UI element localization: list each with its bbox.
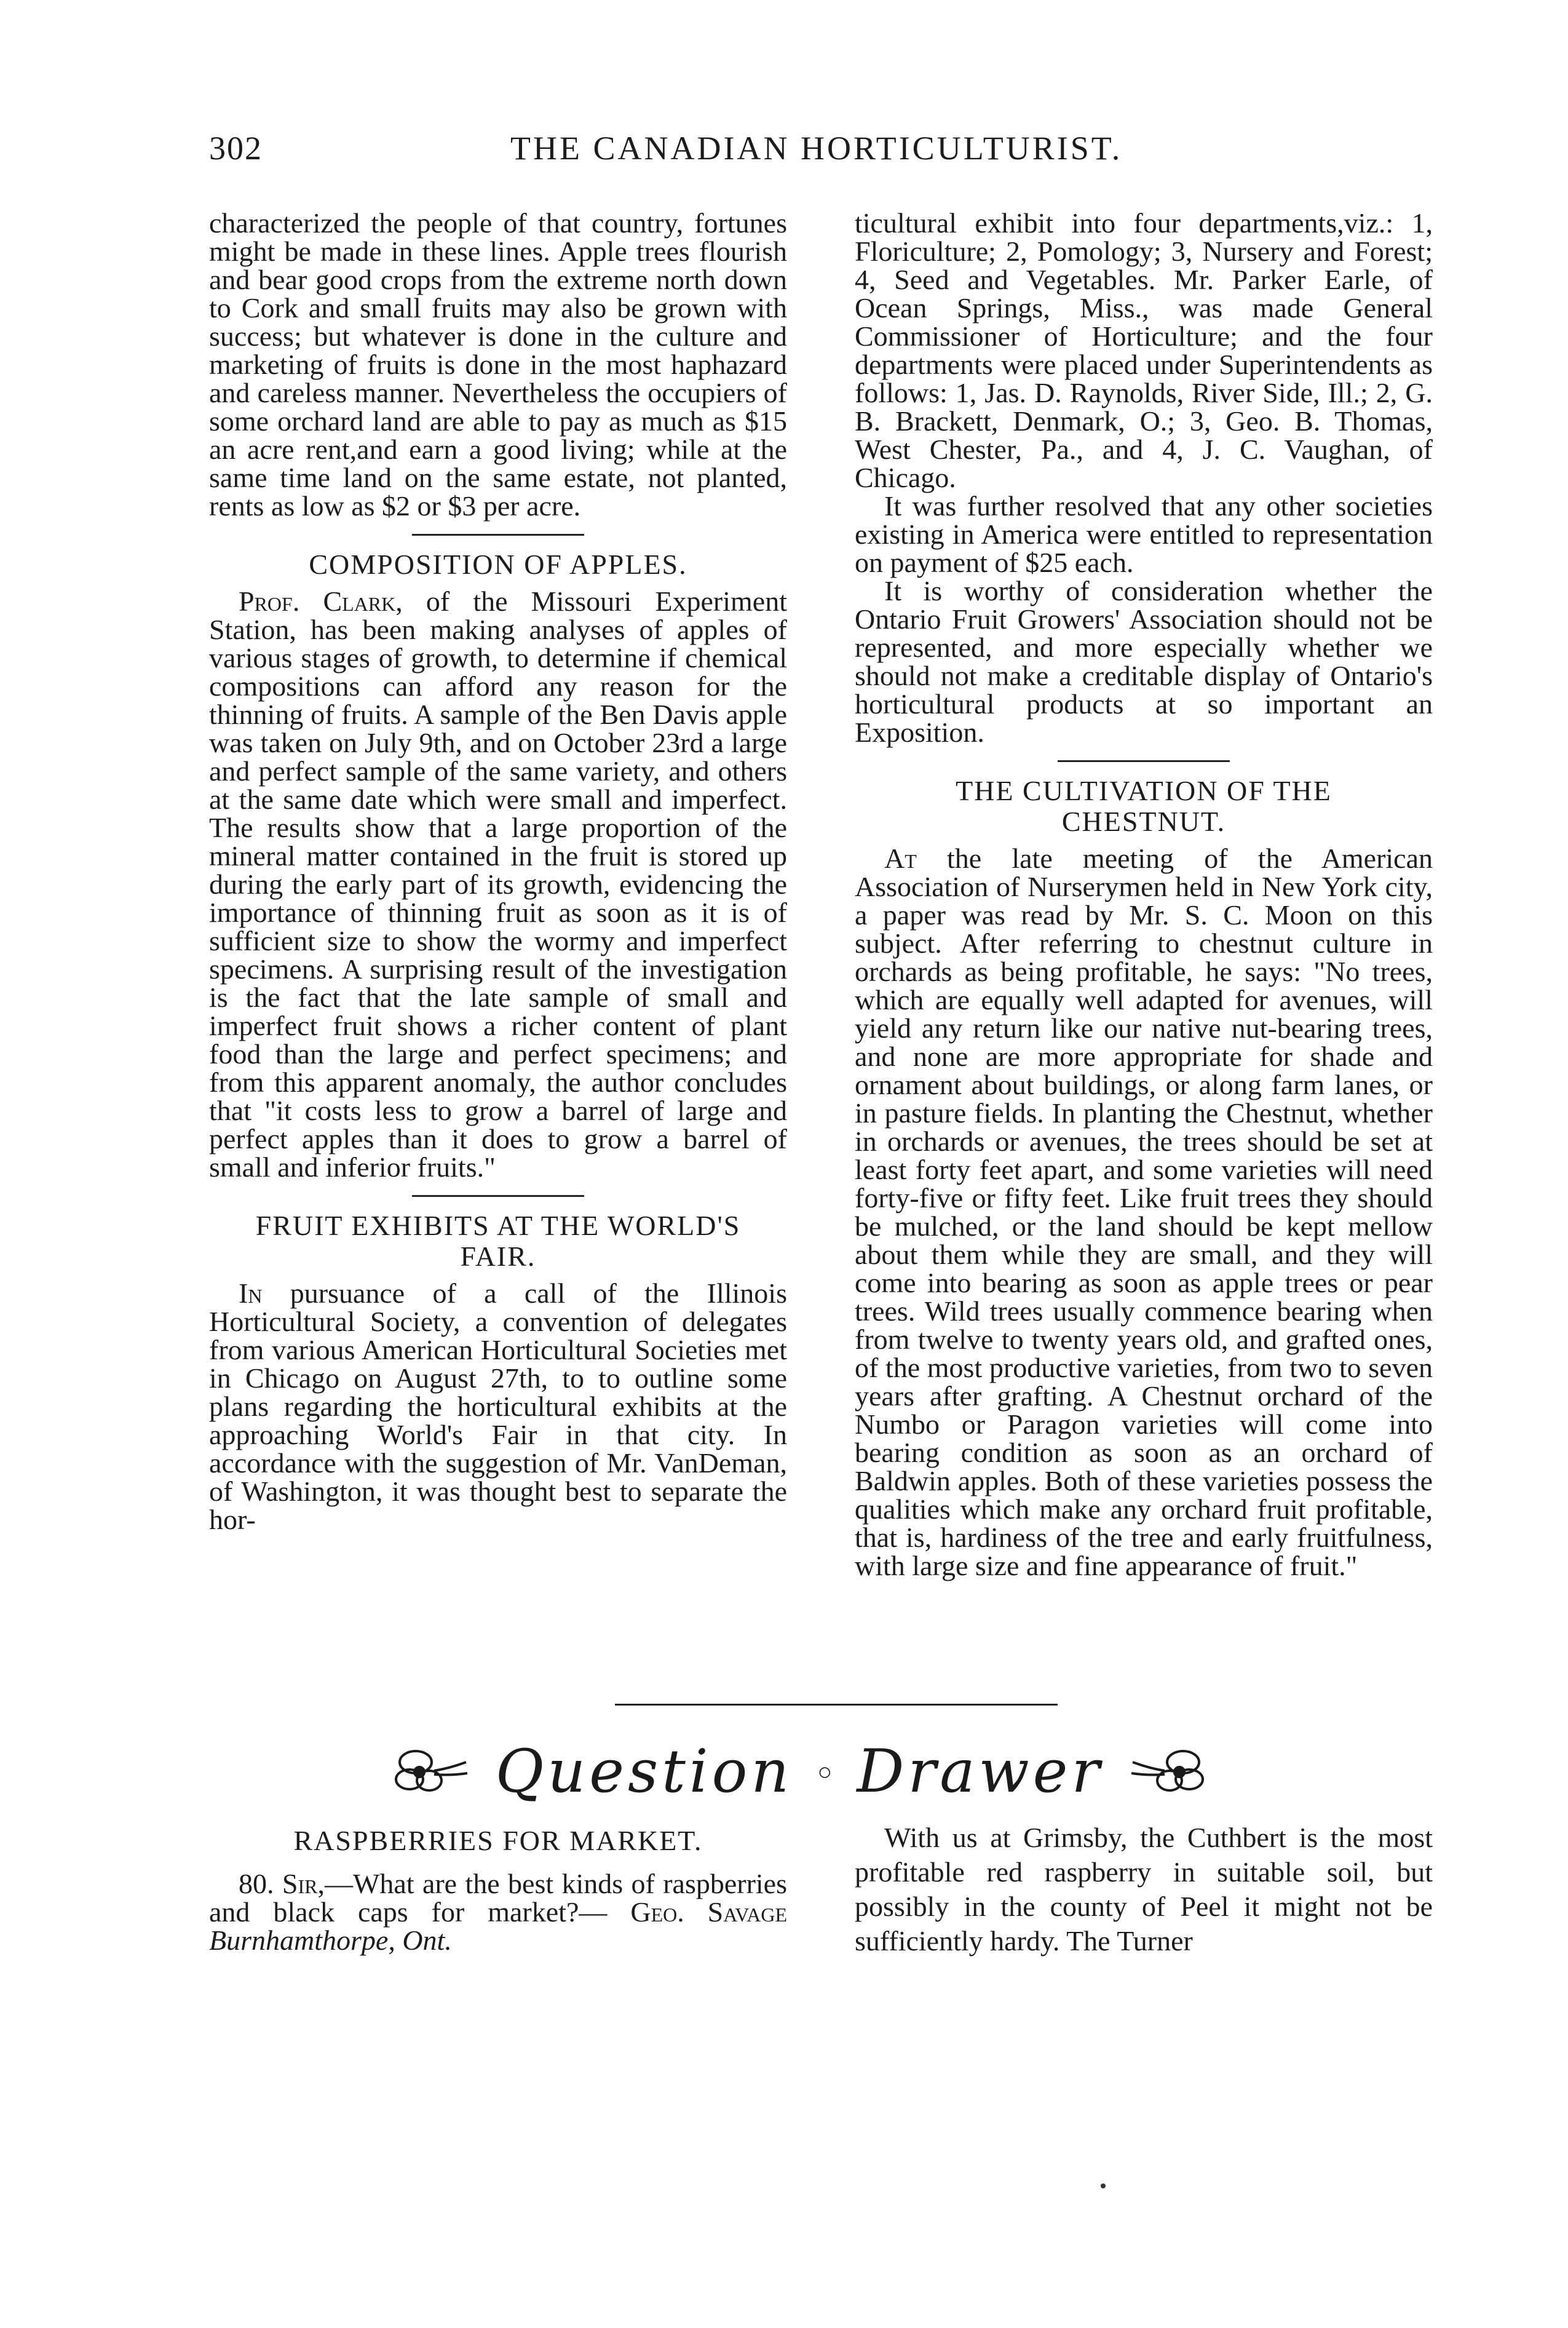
worlds-fair-paragraph (209, 1279, 787, 1534)
banner-separator: ○ (817, 1757, 833, 1786)
page-number: 302 (209, 130, 263, 167)
divider (412, 534, 584, 536)
chestnut-paragraph (855, 844, 1433, 1580)
question-text: —What are the best kinds of raspberries and black caps for market?— (209, 1868, 787, 1928)
divider (1058, 760, 1230, 762)
ontario-paragraph: It is worthy of consideration whether the Ontario Fruit Growers' Association should not be represented, and more especially whether we should not make a creditable display of Ontario's horticultural products at so important an Exposition. (855, 575, 1433, 748)
chestnut-lead: At (884, 843, 917, 874)
signature-name: Geo. Savage (630, 1896, 787, 1928)
answer-paragraph: With us at Grimsby, the Cuthbert is the most profitable red raspberry in suitable soil, but possibly in the county of Peel it might not be sufficiently hardy. The Turner (855, 1822, 1433, 1957)
question-paragraph (209, 1870, 787, 1955)
question-salutation: Sir, (282, 1868, 325, 1899)
raspberries-heading: RASPBERRIES FOR MARKET. (293, 1825, 703, 1856)
right-flower-ornament-icon (1128, 1744, 1208, 1799)
question-drawer-banner (369, 1722, 1230, 1821)
print-speck (1101, 2183, 1106, 2188)
divider (412, 1195, 584, 1197)
chestnut-body: the late meeting of the American Association of Nurserymen held in New York city, a paper was read by Mr. S. C. Moon on this subject. After referring to chestnut culture in orchards as being profitable, he says: "No trees, which are equally well adapted for avenues, will yield any return like our native nut-bearing trees, and none are more appropriate for shade and ornament about buildings, or along farm lanes, or in pasture fields. In planting the Chestnut, whether in orchards or avenues, the trees should be set at least forty feet apart, and some varieties will need forty-five or fifty feet. Like fruit trees they should be mulched, or the land should be kept mellow about them while they are small, and they will come into bearing as soon as apple trees or pear trees. Wild trees usually commence bearing when from twelve to twenty years old, and grafted ones, of the most productive varieties, from two to seven years after grafting. A Chestnut orchard of the Numbo or Paragon varieties will come into bearing condition as soon as an orchard of Baldwin apples. Both of these varieties possess the qualities which make any orchard fruit profitable, that is, hardiness of the tree and early fruitfulness, with large size and fine appearance of fruit." (855, 843, 1433, 1581)
resolution-paragraph: It was further resolved that any other societies existing in America were entitled to representation on payment of $25 each. (855, 490, 1433, 578)
composition-lead: Prof. Clark, (239, 586, 403, 617)
worlds-fair-continuation: ticultural exhibit into four departments,viz.: 1, Floriculture; 2, Pomology; 3, Nursery and Forest; 4, Seed and Vegetables. Mr. Parker Earle, of Ocean Springs, Miss., was made General Commissioner of Horticulture; and the four departments were placed under Superintendents as follows: 1, Jas. D. Raynolds, River Side, Ill.; 2, G. B. Brackett, Denmark, O.; 3, Geo. B. Thomas, West Chester, Pa., and 4, J. C. Vaughan, of Chicago. (855, 209, 1433, 493)
section-divider (615, 1704, 1058, 1706)
left-column (209, 209, 787, 1710)
chestnut-heading: THE CULTIVATION OF THE CHESTNUT. (956, 775, 1332, 837)
worlds-fair-body: pursuance of a call of the Illinois Horticultural Society, a convention of delegates from various American Horticultural Societies met in Chicago on August 27th, to to outline some plans regarding the horticultural exhibits at the approaching World's Fair in that city. In accordance with the suggestion of Mr. VanDeman, of Washington, it was thought best to separate the hor- (209, 1277, 787, 1535)
drawer-word: Drawer (857, 1737, 1104, 1806)
composition-paragraph (209, 587, 787, 1182)
running-title: THE CANADIAN HORTICULTURIST. (510, 130, 1123, 167)
answer-column (855, 1821, 1433, 2042)
composition-heading: COMPOSITION OF APPLES. (309, 549, 687, 580)
question-number: 80. (239, 1868, 274, 1899)
page-header (209, 129, 1433, 178)
right-column (855, 209, 1433, 1710)
question-column (209, 1821, 787, 2042)
worlds-fair-lead: In (239, 1277, 263, 1309)
continued-paragraph: characterized the people of that country, fortunes might be made in these lines. Apple trees flourish and bear good crops from the extreme north down to Cork and small fruits may also be grown with success; but whatever is done in the culture and marketing of fruits is done in the most haphazard and careless manner. Nevertheless the occupiers of some orchard land are able to pay as much as $15 an acre rent,and earn a good living; while at the same time land on the same estate, not planted, rents as low as $2 or $3 per acre. (209, 209, 787, 522)
composition-body: of the Missouri Experiment Station, has been making analyses of apples of various stages of growth, to determine if chemical compositions can afford any reason for the thinning of fruits. A sample of the Ben Davis apple was taken on July 9th, and on October 23rd a large and perfect sample of the same variety, and others at the same date which were small and imperfect. The results show that a large proportion of the mineral matter contained in the fruit is stored up during the early part of its growth, evidencing the importance of thinning fruit as soon as it is of sufficient size to show the wormy and imperfect specimens. A surprising result of the investigation is the fact that the late sample of small and imperfect fruit shows a richer content of plant food than the large and perfect specimens; and from this apparent anomaly, the author concludes that "it costs less to grow a barrel of large and perfect apples than it does to grow a barrel of small and inferior fruits." (209, 586, 787, 1183)
question-word: Question (495, 1737, 793, 1806)
left-flower-ornament-icon (391, 1744, 471, 1799)
signature-place: Burnhamthorpe, Ont. (209, 1925, 452, 1956)
worlds-fair-heading: FRUIT EXHIBITS AT THE WORLD'S FAIR. (255, 1210, 741, 1272)
